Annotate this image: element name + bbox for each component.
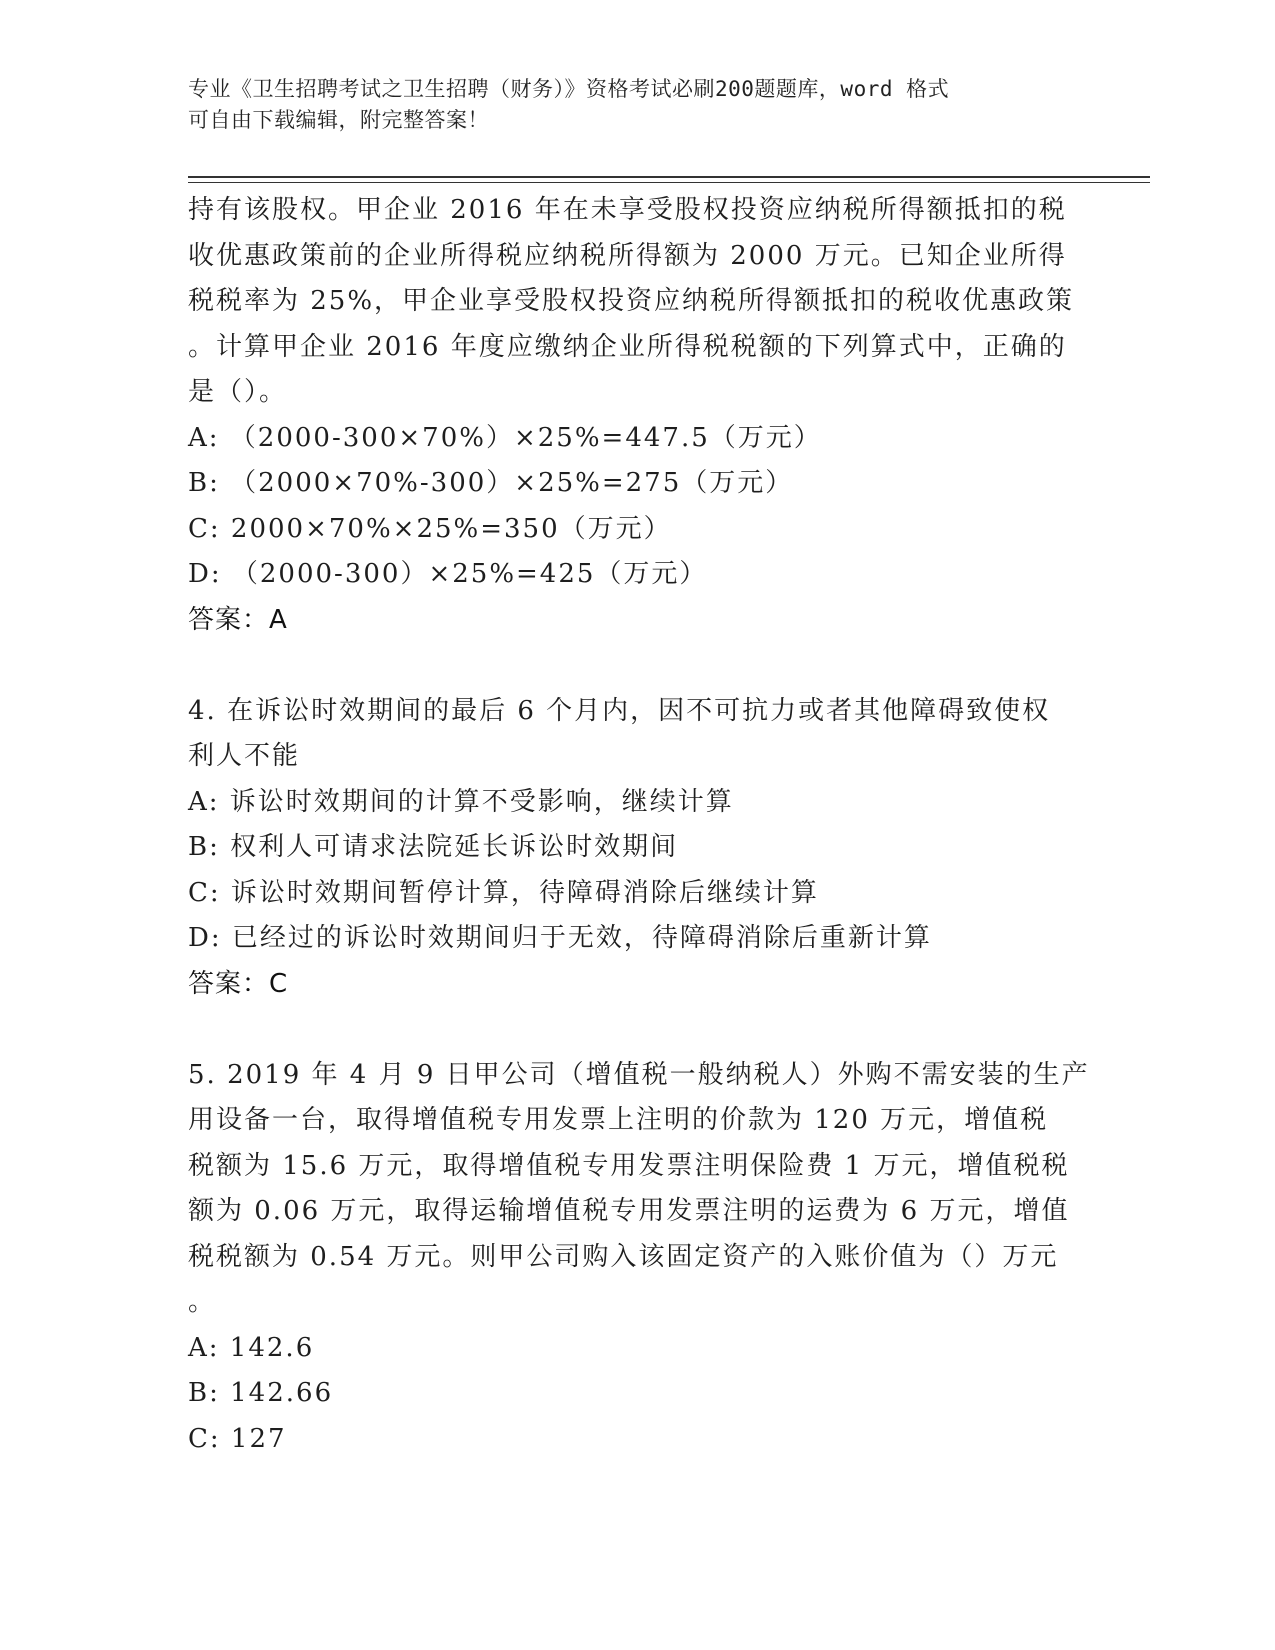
option-c: C: 127	[188, 1423, 287, 1454]
answer-label: 答案：C	[188, 968, 289, 999]
question-stem-line: 税税额为 0.54 万元。则甲公司购入该固定资产的入账价值为（）万元	[188, 1241, 1059, 1272]
question-stem-line: 利人不能	[188, 741, 301, 771]
question-stem-line: 持有该股权。甲企业 2016 年在未享受股权投资应纳税所得额抵扣的税	[188, 195, 1067, 225]
question-stem-line: 税额为 15.6 万元，取得增值税专用发票注明保险费 1 万元，增值税税	[188, 1150, 1070, 1181]
header-title-line-1: 专业《卫生招聘考试之卫生招聘（财务）》资格考试必刷200题题库，word 格式	[188, 77, 950, 101]
header-title-line-2: 可自由下载编辑，附完整答案！	[188, 108, 489, 132]
document-header	[188, 74, 1088, 136]
question-stem-line: 收优惠政策前的企业所得税应纳税所得额为 2000 万元。已知企业所得	[188, 240, 1067, 271]
question-5	[188, 1053, 1088, 1463]
option-d: D: （2000-300）×25%=425（万元）	[188, 559, 708, 589]
question-stem-line: 。	[188, 1287, 217, 1317]
question-stem-line: 5. 2019 年 4 月 9 日甲公司（增值税一般纳税人）外购不需安装的生产	[188, 1059, 1090, 1090]
option-b: B: 142.66	[188, 1378, 334, 1408]
option-c: C: 诉讼时效期间暂停计算，待障碍消除后继续计算	[188, 877, 819, 908]
document-body	[188, 188, 1088, 1462]
question-stem-line: 额为 0.06 万元，取得运输增值税专用发票注明的运费为 6 万元，增值	[188, 1196, 1070, 1226]
option-a: A: 诉讼时效期间的计算不受影响，继续计算	[188, 786, 734, 817]
spacer	[188, 643, 1088, 689]
header-rule-thin	[188, 182, 1150, 183]
option-a: A: （2000-300×70%）×25%=447.5（万元）	[188, 422, 822, 453]
option-d: D: 已经过的诉讼时效期间归于无效，待障碍消除后重新计算	[188, 923, 932, 953]
header-rule-thick	[188, 176, 1150, 178]
option-a: A: 142.6	[188, 1332, 315, 1363]
question-4	[188, 689, 1088, 1008]
question-stem-line: 是（）。	[188, 377, 288, 407]
answer-label: 答案：A	[188, 604, 288, 635]
question-3	[188, 188, 1088, 643]
spacer	[188, 1007, 1088, 1053]
question-stem-line: 用设备一台，取得增值税专用发票上注明的价款为 120 万元，增值税	[188, 1105, 1049, 1135]
option-b: B: 权利人可请求法院延长诉讼时效期间	[188, 832, 679, 862]
question-stem-line: 。计算甲企业 2016 年度应缴纳企业所得税税额的下列算式中，正确的	[188, 331, 1067, 362]
question-stem-line: 税税率为 25%，甲企业享受股权投资应纳税所得额抵扣的税收优惠政策	[188, 286, 1075, 316]
question-stem-line: 4. 在诉讼时效期间的最后 6 个月内，因不可抗力或者其他障碍致使权	[188, 695, 1051, 726]
option-c: C: 2000×70%×25%=350（万元）	[188, 513, 672, 544]
option-b: B: （2000×70%-300）×25%=275（万元）	[188, 468, 794, 498]
